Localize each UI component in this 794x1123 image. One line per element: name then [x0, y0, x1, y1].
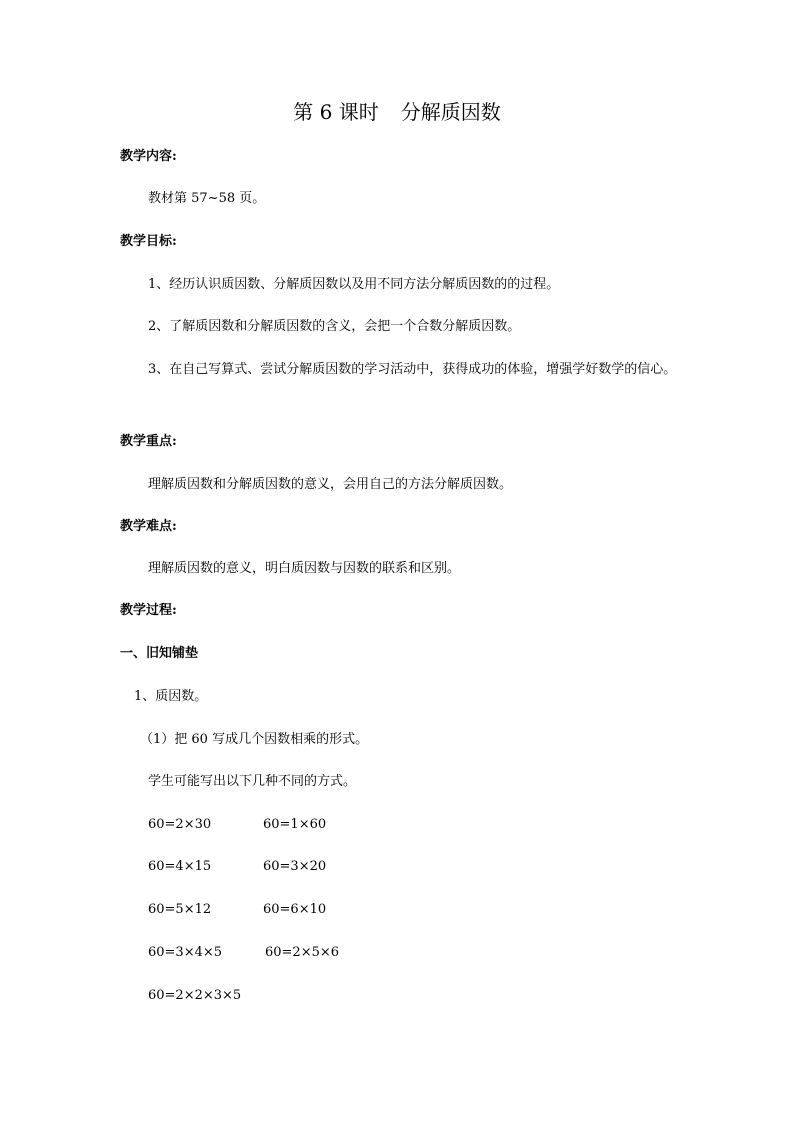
equation-left: 60=2×30	[148, 817, 212, 832]
equation-left: 60=4×15	[148, 859, 212, 874]
goal-item-3: 3、在自己写算式、尝试分解质因数的学习活动中，获得成功的体验，增强学好数学的信心。	[148, 362, 677, 377]
equation-left: 60=2×2×3×5	[148, 988, 242, 1003]
process-heading: 教学过程:	[120, 603, 177, 618]
content-text: 教材第 57~58 页。	[148, 191, 266, 206]
student-note: 学生可能写出以下几种不同的方式。	[148, 774, 357, 789]
equation-right: 60=2×5×6	[265, 945, 340, 960]
equation-left: 60=3×4×5	[148, 945, 223, 960]
lesson-title	[0, 99, 794, 125]
equation-right: 60=1×60	[263, 817, 327, 832]
lesson-number: 第 6 课时	[293, 100, 379, 124]
key-point-heading: 教学重点:	[120, 434, 177, 449]
item-1-1: （1）把 60 写成几个因数相乘的形式。	[140, 732, 369, 747]
key-point-text: 理解质因数和分解质因数的意义，会用自己的方法分解质因数。	[148, 477, 513, 492]
goals-heading: 教学目标:	[120, 234, 177, 249]
equation-left: 60=5×12	[148, 902, 212, 917]
difficulty-text: 理解质因数的意义，明白质因数与因数的联系和区别。	[148, 561, 461, 576]
content-heading: 教学内容:	[120, 149, 177, 164]
difficulty-heading: 教学难点:	[120, 519, 177, 534]
equation-right: 60=3×20	[263, 859, 327, 874]
part-1-heading: 一、旧知铺垫	[120, 646, 199, 661]
goal-item-2: 2、了解质因数和分解质因数的含义，会把一个合数分解质因数。	[148, 319, 521, 334]
equation-right: 60=6×10	[263, 902, 327, 917]
item-1: 1、质因数。	[134, 689, 208, 704]
lesson-topic: 分解质因数	[400, 100, 501, 124]
goal-item-1: 1、经历认识质因数、分解质因数以及用不同方法分解质因数的的过程。	[148, 277, 560, 292]
